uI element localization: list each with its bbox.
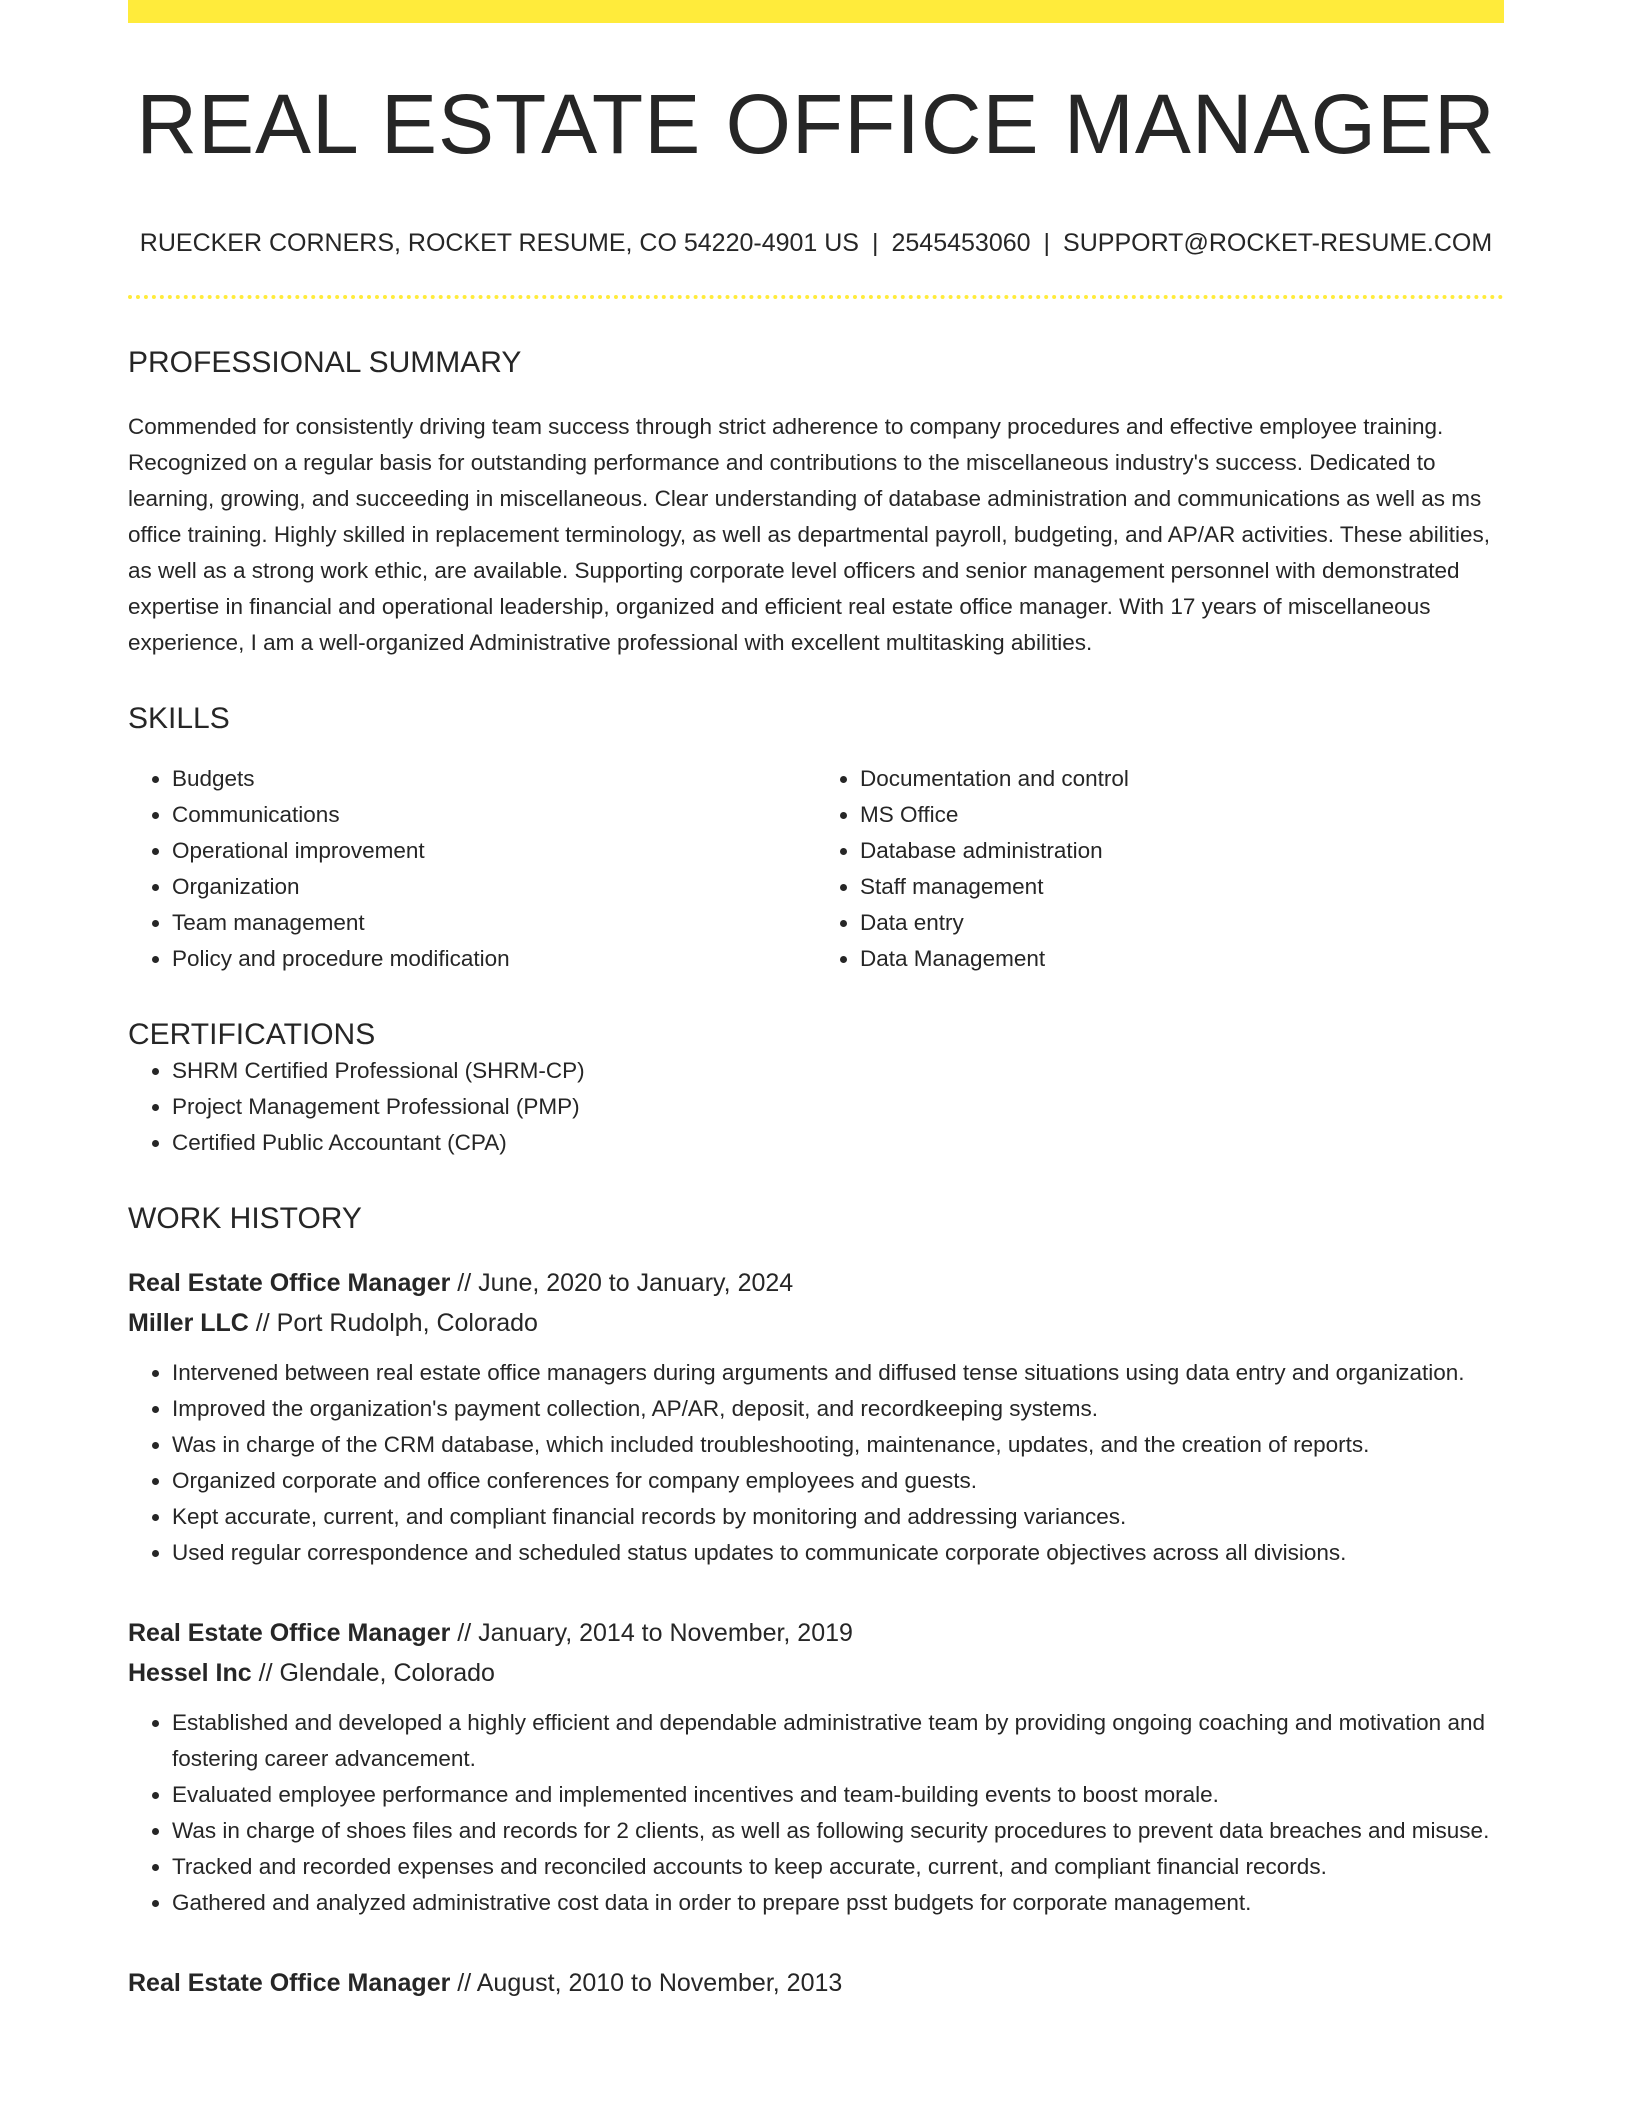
skill-item: • Data entry	[860, 905, 1504, 941]
skills-list-left	[128, 761, 816, 977]
skill-item: • Budgets	[172, 761, 816, 797]
summary-heading: PROFESSIONAL SUMMARY	[128, 346, 522, 380]
job-dates: January, 2014 to November, 2019	[478, 1619, 853, 1648]
job-bullet: • Was in charge of the CRM database, which included troubleshooting, maintenance, updates, and the creation of reports.	[172, 1427, 1504, 1463]
skill-item: • Operational improvement	[172, 833, 816, 869]
job-location: Glendale, Colorado	[279, 1659, 495, 1688]
dotted-divider	[128, 295, 1504, 299]
contact-separator: |	[1043, 229, 1051, 258]
job-title-line	[128, 1263, 1504, 1303]
summary-text: Commended for consistently driving team success through strict adherence to company procedures and effective employee training. Recognized on a regular basis for outstanding performance and contributions to the miscellaneous industry's success. Dedicated to learning, growing, and succeeding in miscellaneous. Clear understanding of database administration and communications as well as ms office training. Highly skilled in replacement terminology, as well as departmental payroll, budgeting, and AP/AR activities. These abilities, as well as a strong work ethic, are available. Supporting corporate level officers and senior management personnel with demonstrated expertise in financial and operational leadership, organized and efficient real estate office manager. With 17 years of miscellaneous experience, I am a well-organized Administrative professional with excellent multitasking abilities.	[128, 414, 1490, 656]
contact-separator: |	[872, 229, 879, 258]
job-entry	[128, 1613, 1504, 1921]
skill-item: • Database administration	[860, 833, 1504, 869]
date-separator: //	[248, 1309, 277, 1338]
certifications-heading: CERTIFICATIONS	[128, 1018, 376, 1052]
contact-phone: 2545453060	[891, 229, 1031, 258]
date-separator: //	[450, 1269, 479, 1298]
job-bullet: • Improved the organization's payment collection, AP/AR, deposit, and recordkeeping systems.	[172, 1391, 1504, 1427]
contact-email: SUPPORT@ROCKET-RESUME.COM	[1063, 229, 1493, 258]
certification-item: • Project Management Professional (PMP)	[172, 1089, 1504, 1125]
job-dates: June, 2020 to January, 2024	[478, 1269, 794, 1298]
skill-item: • Communications	[172, 797, 816, 833]
job-bullet: • Used regular correspondence and scheduled status updates to communicate corporate objectives across all divisions.	[172, 1535, 1504, 1571]
job-company-line	[128, 1303, 1504, 1343]
job-location: Port Rudolph, Colorado	[276, 1309, 538, 1338]
work-history-heading: WORK HISTORY	[128, 1202, 362, 1236]
job-title-line	[128, 1963, 1504, 2003]
job-bullet: • Intervened between real estate office managers during arguments and diffused tense situations using data entry and organization.	[172, 1355, 1504, 1391]
date-separator: //	[450, 1619, 479, 1648]
job-bullets	[128, 1705, 1504, 1921]
job-bullet: • Tracked and recorded expenses and reconciled accounts to keep accurate, current, and compliant financial records.	[172, 1849, 1504, 1885]
job-title-line	[128, 1613, 1504, 1653]
job-bullet: • Evaluated employee performance and implemented incentives and team-building events to boost morale.	[172, 1777, 1504, 1813]
job-bullet: • Was in charge of shoes files and records for 2 clients, as well as following security procedures to prevent data breaches and misuse.	[172, 1813, 1504, 1849]
job-entry	[128, 1263, 1504, 1571]
job-title: Real Estate Office Manager	[128, 1619, 451, 1648]
job-bullets	[128, 1355, 1504, 1571]
job-dates: August, 2010 to November, 2013	[476, 1969, 843, 1998]
job-title: Real Estate Office Manager	[128, 1269, 451, 1298]
resume-page	[128, 0, 1504, 2003]
job-bullet: • Established and developed a highly efficient and dependable administrative team by providing ongoing coaching and motivation and fostering career advancement.	[172, 1705, 1504, 1777]
job-bullet: • Organized corporate and office conferences for company employees and guests.	[172, 1463, 1504, 1499]
skills-columns	[128, 761, 1504, 977]
skills-list-right	[816, 761, 1504, 977]
certification-item: • SHRM Certified Professional (SHRM-CP)	[172, 1053, 1504, 1089]
job-company: Miller LLC	[128, 1309, 249, 1338]
job-bullet: • Kept accurate, current, and compliant financial records by monitoring and addressing variances.	[172, 1499, 1504, 1535]
job-title: Real Estate Office Manager	[128, 1969, 451, 1998]
job-entry	[128, 1963, 1504, 2003]
candidate-name: REAL ESTATE OFFICE MANAGER	[136, 77, 1496, 171]
skill-item: • Organization	[172, 869, 816, 905]
skills-heading: SKILLS	[128, 702, 230, 736]
skill-item: • Staff management	[860, 869, 1504, 905]
job-company: Hessel Inc	[128, 1659, 252, 1688]
accent-bar	[128, 0, 1504, 23]
skill-item: • Team management	[172, 905, 816, 941]
skill-item: • Data Management	[860, 941, 1504, 977]
job-bullet: • Gathered and analyzed administrative cost data in order to prepare psst budgets for corporate management.	[172, 1885, 1504, 1921]
contact-line	[128, 228, 1504, 258]
date-separator: //	[450, 1969, 477, 1998]
job-company-line	[128, 1653, 1504, 1693]
date-separator: //	[251, 1659, 280, 1688]
skill-item: • Policy and procedure modification	[172, 941, 816, 977]
skill-item: • MS Office	[860, 797, 1504, 833]
certifications-list	[128, 1053, 1504, 1161]
certification-item: • Certified Public Accountant (CPA)	[172, 1125, 1504, 1161]
contact-address: RUECKER CORNERS, ROCKET RESUME, CO 54220-4901 US	[139, 229, 859, 258]
skill-item: • Documentation and control	[860, 761, 1504, 797]
